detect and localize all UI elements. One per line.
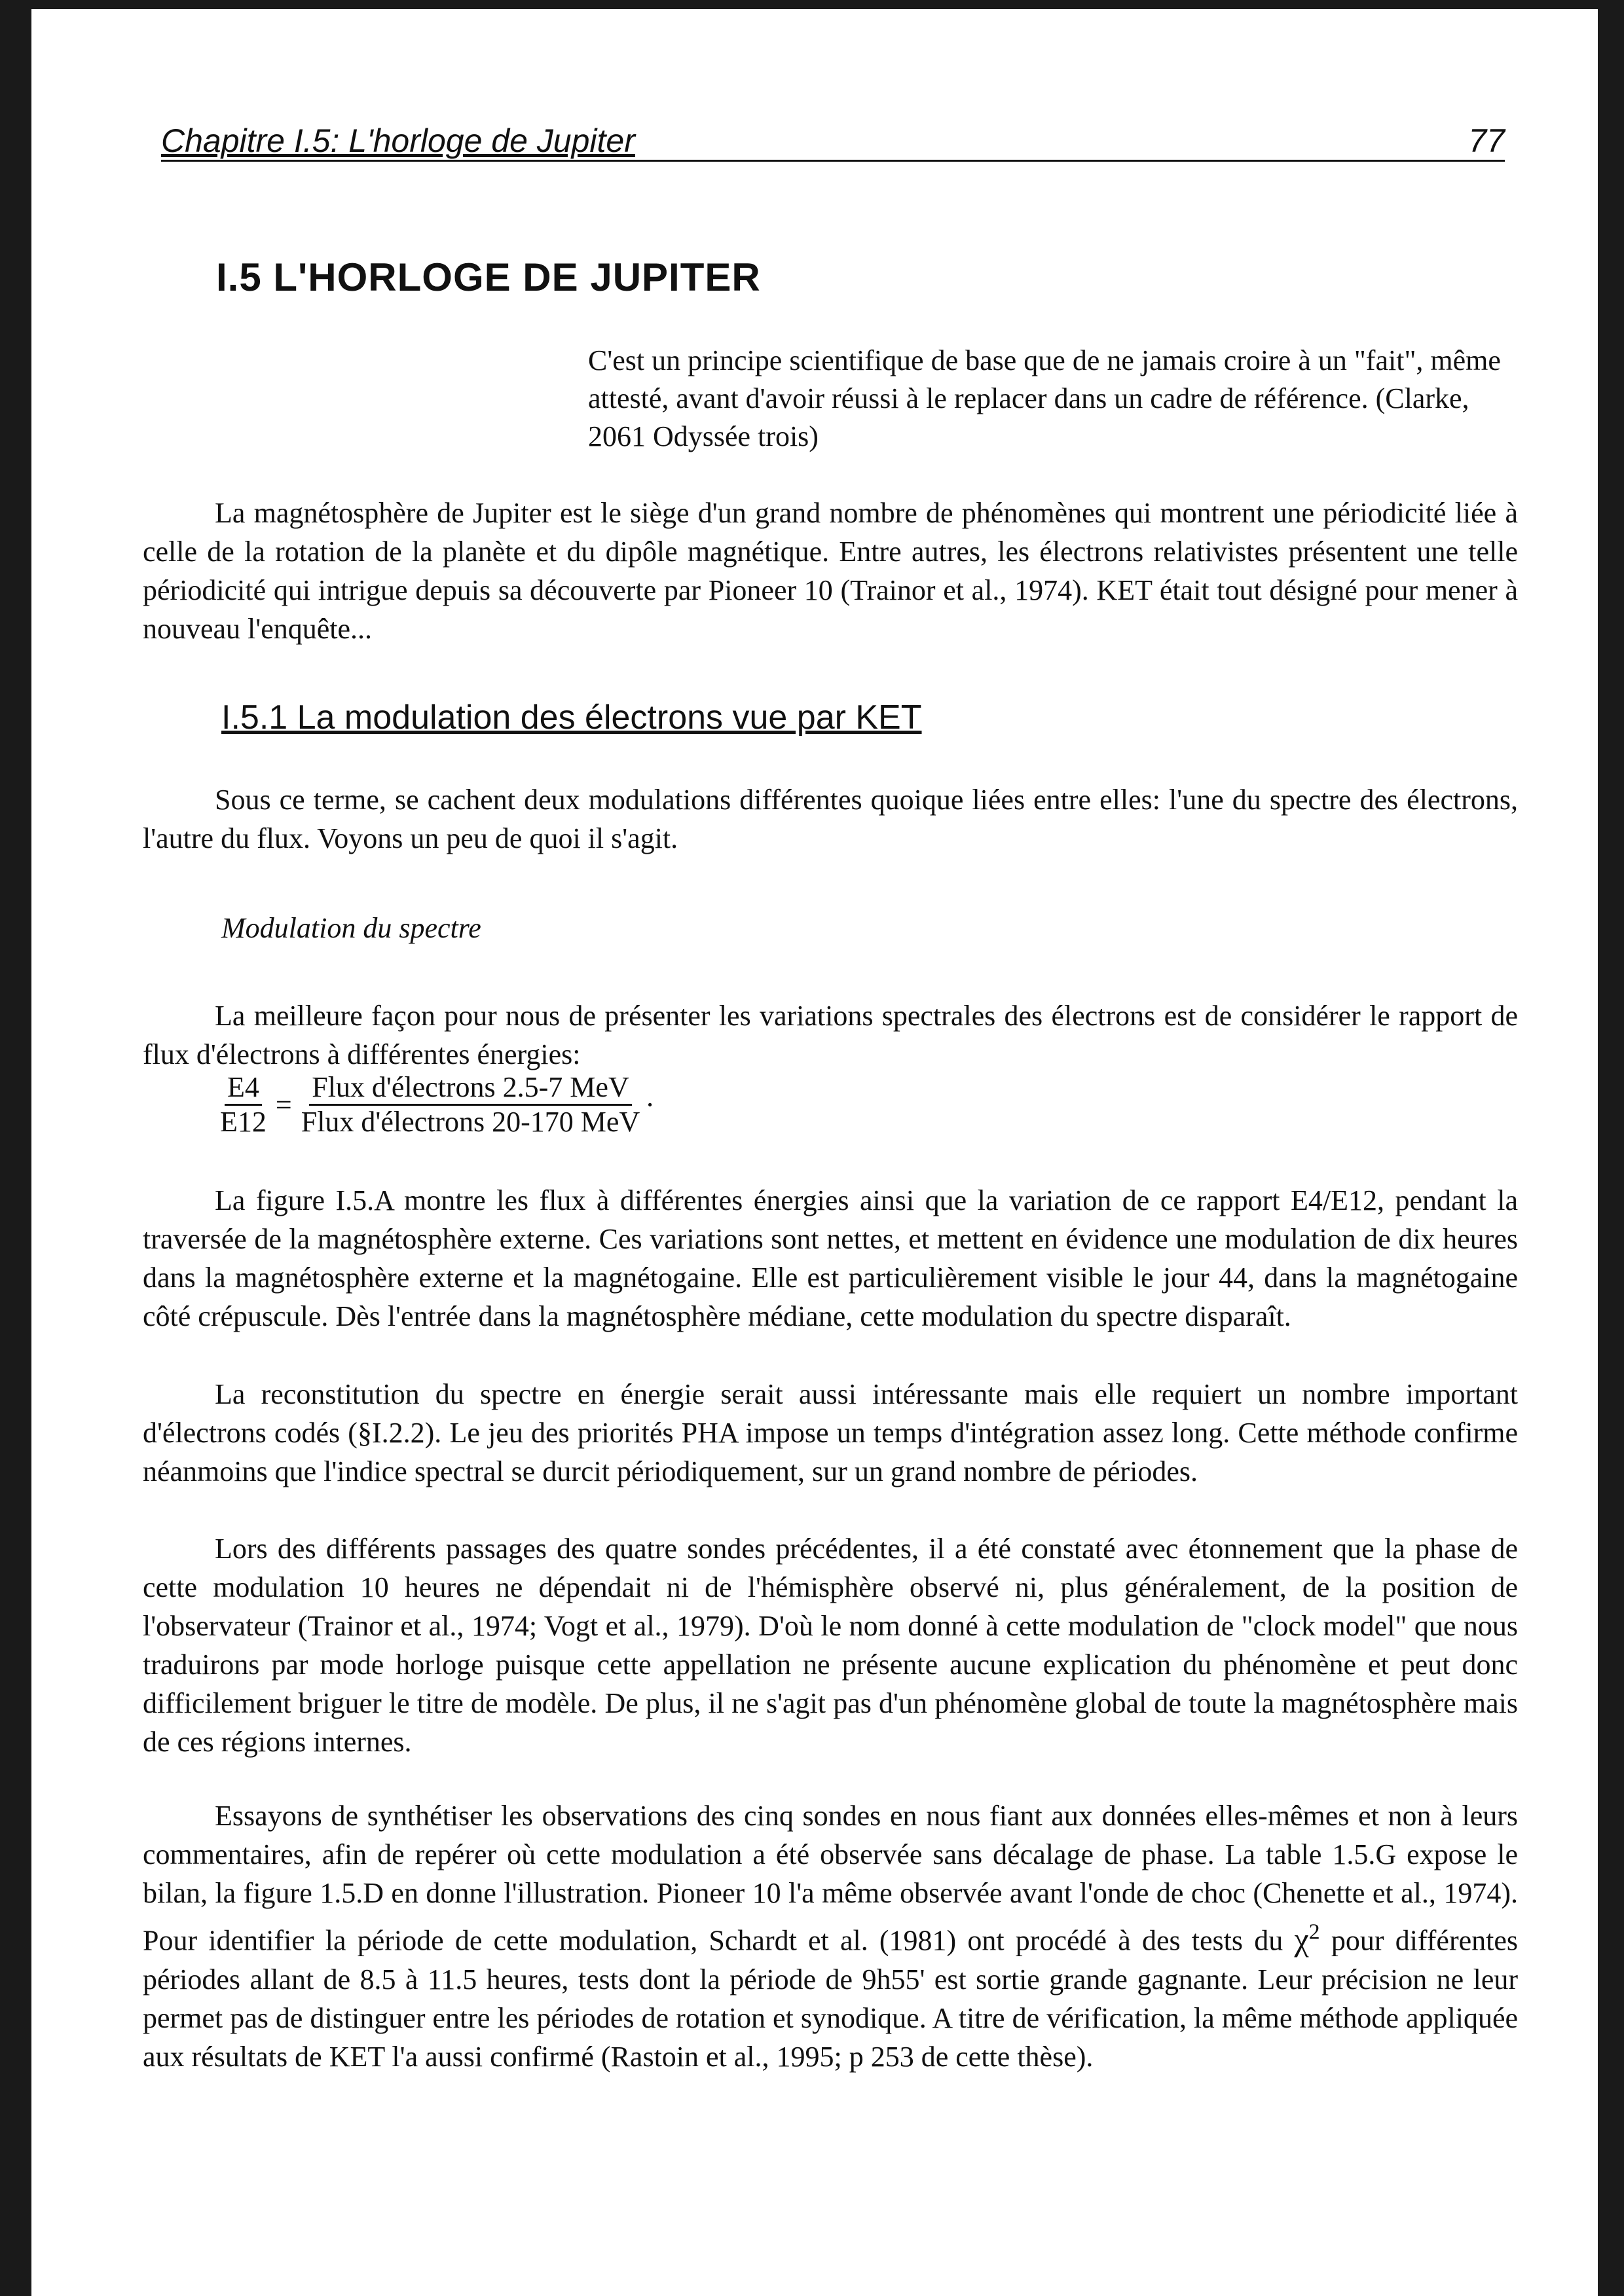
rhs-fraction [299, 1071, 643, 1139]
subsection-title: I.5.1 La modulation des électrons vue par KET [221, 699, 922, 737]
italic-heading: Modulation du spectre [221, 912, 481, 944]
chapter-title: Chapitre I.5: L'horloge de Jupiter [161, 122, 635, 159]
paragraph-spectral: La meilleure façon pour nous de présenter les variations spectrales des électrons est de considérer le rapport de flux d'électrons à différentes énergies: [143, 1000, 1518, 1070]
lhs-numerator: E4 [225, 1071, 262, 1106]
formula-dot: · [645, 1089, 655, 1121]
paragraph-figure: La figure I.5.A montre les flux à différentes énergies ainsi que la variation de ce rapport E4/E12, pendant la traversée de la magnétosphère externe. Ces variations sont nettes, et mettent en évidence une modulation de dix heures dans la magnétosphère externe et la magnétogaine. Elle est particulièrement visible le jour 44, dans la magnétogaine côté crépuscule. Dès l'entrée dans la magnétosphère médiane, cette modulation du spectre disparaît. [143, 1184, 1518, 1332]
rhs-denominator: Flux d'électrons 20-170 MeV [301, 1106, 640, 1138]
paragraph-synthesis: Essayons de synthétiser les observations des cinq sondes en nous fiant aux données elles-mêmes et non à leurs commentaires, afin de repérer où cette modulation a été observée sans décalage de phase. La table 1.5.G expose le bilan, la figure 1.5.D en donne l'illustration. Pioneer 10 l'a même observée avant l'onde de choc (Chenette et al., 1974). Pour identifier la période de cette modulation, Schardt et al. (1981) ont procédé à des tests du $\chi^2$ pour différentes périodes allant de 8.5 à 11.5 heures, tests dont la période de 9h55' est sortie grande gagnante. Leur précision ne leur permet pas de distinguer entre les périodes de rotation et synodique. A titre de vérification, la même méthode appliquée aux résultats de KET l'a aussi confirmé (Rastoin et al., 1995; p 253 de cette thèse). [143, 1800, 1519, 2073]
paragraph-reconstitution: La reconstitution du spectre en énergie serait aussi intéressante mais elle requiert un nombre important d'électrons codés (§I.2.2). Le jeu des priorités PHA impose un temps d'intégration assez long. Cette méthode confirme néanmoins que l'indice spectral se durcit périodiquement, sur un grand nombre de périodes. [143, 1378, 1518, 1487]
chi-symbol: $\chi^2$ [1294, 1920, 1320, 1958]
paragraph-modulations: Sous ce terme, se cachent deux modulations différentes quoique liées entre elles: l'une du spectre des électrons, l'autre du flux. Voyons un peu de quoi il s'agit. [143, 784, 1518, 854]
epigraph: C'est un principe scientifique de base que de ne jamais croire à un "fait", même attesté, avant d'avoir réussi à le replacer dans un cadre de référence. (Clarke, 2061 Odyssée trois) [588, 344, 1501, 452]
lhs-denominator: E12 [220, 1106, 267, 1138]
flux-ratio-formula [217, 1071, 655, 1139]
equals-sign: = [275, 1089, 292, 1121]
lhs-fraction [217, 1071, 269, 1139]
paragraph-clock-model: Lors des différents passages des quatre sondes précédentes, il a été constaté avec étonnement que la phase de cette modulation 10 heures ne dépendait ni de l'hémisphère observé ni, plus généralement, de la position de l'observateur (Trainor et al., 1974; Vogt et al., 1979). D'où le nom donné à cette modulation de "clock model" que nous traduirons par mode horloge puisque cette appellation ne présente aucune explication du phénomène et peut donc difficilement briguer le titre de modèle. De plus, il ne s'agit pas d'un phénomène global de toute la magnétosphère mais de ces régions internes. [143, 1533, 1518, 1758]
paragraph-intro: La magnétosphère de Jupiter est le siège d'un grand nombre de phénomènes qui montrent une périodicité liée à celle de la rotation de la planète et du dipôle magnétique. Entre autres, les électrons relativistes présentent une telle périodicité qui intrigue depuis sa découverte par Pioneer 10 (Trainor et al., 1974). KET était tout désigné pour mener à nouveau l'enquête... [143, 497, 1518, 645]
rhs-numerator: Flux d'électrons 2.5-7 MeV [309, 1071, 632, 1106]
running-header [161, 122, 1505, 162]
page-number: 77 [1468, 122, 1505, 159]
section-title: I.5 L'HORLOGE DE JUPITER [216, 255, 761, 299]
document-page [31, 9, 1598, 2296]
